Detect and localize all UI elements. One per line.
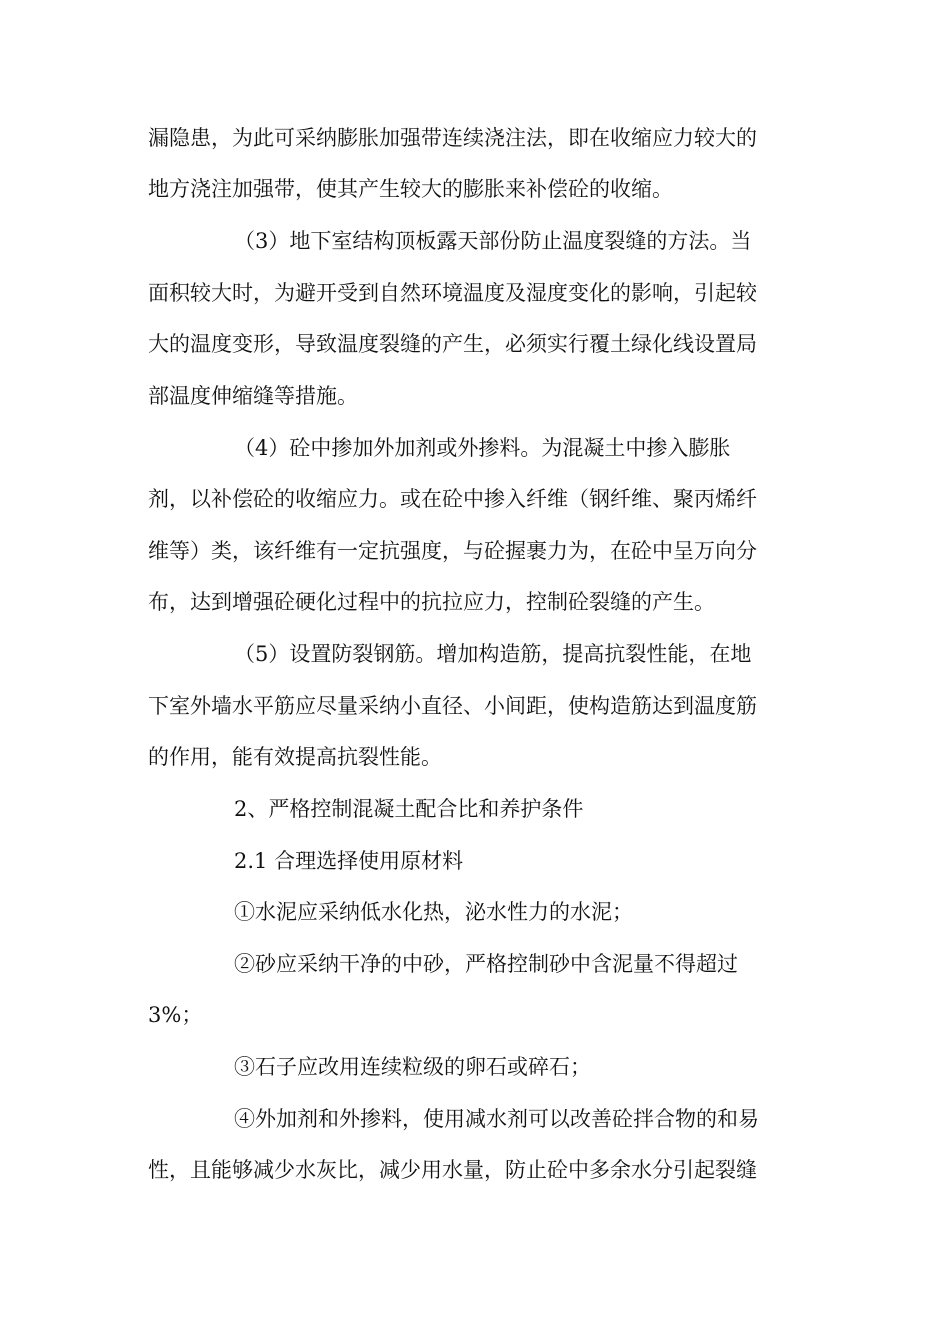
list-item: ①水泥应采纳低水化热，泌水性力的水泥； bbox=[234, 900, 633, 924]
text-line: 面积较大时，为避开受到自然环境温度及湿度变化的影响，引起较 bbox=[148, 281, 757, 305]
text-line: 下室外墙水平筋应尽量采纳小直径、小间距，使构造筋达到温度筋 bbox=[148, 694, 757, 718]
paragraph-start: （3）地下室结构顶板露天部份防止温度裂缝的方法。当 bbox=[234, 229, 752, 253]
text-line: 性，且能够减少水灰比，减少用水量，防止砼中多余水分引起裂缝 bbox=[148, 1158, 757, 1182]
subsection-heading: 2.1 合理选择使用原材料 bbox=[234, 849, 464, 873]
list-item: ③石子应改用连续粒级的卵石或碎石； bbox=[234, 1055, 591, 1079]
text-line: 3%； bbox=[148, 1003, 203, 1027]
text-line: 维等）类，该纤维有一定抗强度，与砼握裹力为，在砼中呈万向分 bbox=[148, 539, 757, 563]
list-item: ④外加剂和外掺料，使用减水剂可以改善砼拌合物的和易 bbox=[234, 1107, 759, 1131]
section-heading: 2、严格控制混凝土配合比和养护条件 bbox=[234, 797, 584, 821]
paragraph-start: （4）砼中掺加外加剂或外掺料。为混凝土中掺入膨胀 bbox=[234, 436, 731, 460]
text-line: 大的温度变形，导致温度裂缝的产生，必须实行覆土绿化线设置局 bbox=[148, 332, 757, 356]
text-line: 布，达到增强砼硬化过程中的抗拉应力，控制砼裂缝的产生。 bbox=[148, 590, 715, 614]
text-line: 漏隐患，为此可采纳膨胀加强带连续浇注法，即在收缩应力较大的 bbox=[148, 126, 757, 150]
text-line: 部温度伸缩缝等措施。 bbox=[148, 384, 358, 408]
text-line: 剂，以补偿砼的收缩应力。或在砼中掺入纤维（钢纤维、聚丙烯纤 bbox=[148, 487, 757, 511]
text-line: 的作用，能有效提高抗裂性能。 bbox=[148, 745, 442, 769]
paragraph-start: （5）设置防裂钢筋。增加构造筋，提高抗裂性能，在地 bbox=[234, 642, 752, 666]
list-item: ②砂应采纳干净的中砂，严格控制砂中含泥量不得超过 bbox=[234, 952, 738, 976]
text-line: 地方浇注加强带，使其产生较大的膨胀来补偿砼的收缩。 bbox=[148, 177, 673, 201]
